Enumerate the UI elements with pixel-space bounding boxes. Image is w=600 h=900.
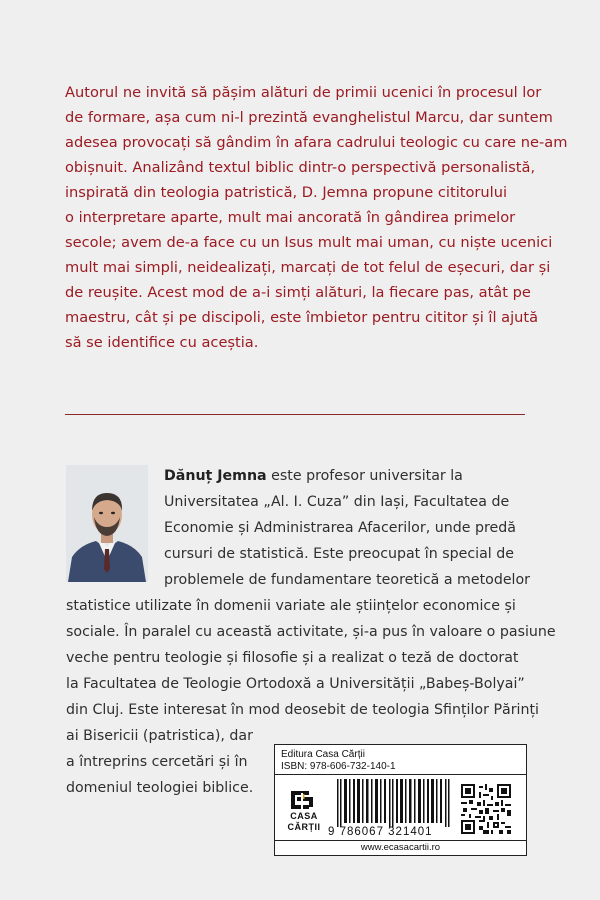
bio-line: Economie și Administrarea Afacerilor, unde predă <box>164 520 516 536</box>
bio-line: statistice utilizate în domenii variate ale științelor economice și <box>66 598 516 614</box>
logo-line-2: CĂRȚII <box>287 822 321 832</box>
section-divider <box>65 414 525 415</box>
bio-line: sociale. În paralel cu această activitate, și-a pus în valoare o pasiune <box>66 624 556 640</box>
blurb-line: inspirată din teologia patristică, D. Jemna propune cititorului <box>65 184 508 201</box>
isbn-divider-bottom <box>275 840 526 841</box>
bio-line <box>66 463 546 489</box>
blurb-line: să se identifice cu aceștia. <box>65 334 259 351</box>
publisher-name: Editura Casa Cărții <box>281 749 365 760</box>
blurb-line: de reușite. Acest mod de a-i simți alături, la fiecare pas, atât pe <box>65 284 531 301</box>
blurb-line: obișnuit. Analizând textul biblic dintr-o perspectivă personalistă, <box>65 159 536 176</box>
bio-line: domeniul teologiei biblice. <box>66 780 254 796</box>
bio-line: veche pentru teologie și filosofie și a realizat o teză de doctorat <box>66 650 519 666</box>
bio-line: Universitatea „Al. I. Cuza” din Iași, Facultatea de <box>164 494 510 510</box>
blurb-line: maestru, cât și pe discipoli, este îmbietor pentru cititor și îl ajută <box>65 309 539 326</box>
barcode-number: 9 786067 321401 <box>328 826 433 838</box>
blurb-line: secole; avem de-a face cu un Isus mult mai uman, cu niște ucenici <box>65 234 553 251</box>
blurb-line: Autorul ne invită să pășim alături de primii ucenici în procesul lor <box>65 84 542 101</box>
isbn-box <box>274 744 527 856</box>
blurb-line: adesea provocați să gândim în afara cadrului teologic cu care ne-am <box>65 134 568 151</box>
blurb-line: mult mai simpli, neidealizați, marcați de tot felul de eșecuri, dar și <box>65 259 551 276</box>
blurb-line: o interpretare aparte, mult mai ancorată în gândirea primelor <box>65 209 516 226</box>
bio-line-rest: este profesor universitar la <box>266 468 463 484</box>
back-cover-blurb <box>65 80 568 355</box>
blurb-line: de formare, așa cum ni-l prezintă evanghelistul Marcu, dar suntem <box>65 109 553 126</box>
bio-line: cursuri de statistică. Este preocupat în special de <box>164 546 514 562</box>
isbn-number: ISBN: 978-606-732-140-1 <box>281 761 396 772</box>
isbn-divider <box>275 774 526 775</box>
bio-line: problemele de fundamentare teoretică a metodelor <box>164 572 531 588</box>
qr-code-icon <box>461 784 511 834</box>
bio-line: ai Bisericii (patristica), dar <box>66 728 253 744</box>
barcode-icon <box>335 779 455 827</box>
logo-line-1: CASA <box>290 811 318 821</box>
bio-line: din Cluj. Este interesat în mod deosebit de teologia Sfinților Părinți <box>66 702 539 718</box>
bio-line: a întreprins cercetări și în <box>66 754 248 770</box>
author-name: Dănuț Jemna <box>164 468 267 484</box>
publisher-url: www.ecasacartii.ro <box>360 842 441 853</box>
bio-line: la Facultatea de Teologie Ortodoxă a Universității „Babeș-Bolyai” <box>66 676 525 692</box>
logo-text <box>286 811 322 833</box>
